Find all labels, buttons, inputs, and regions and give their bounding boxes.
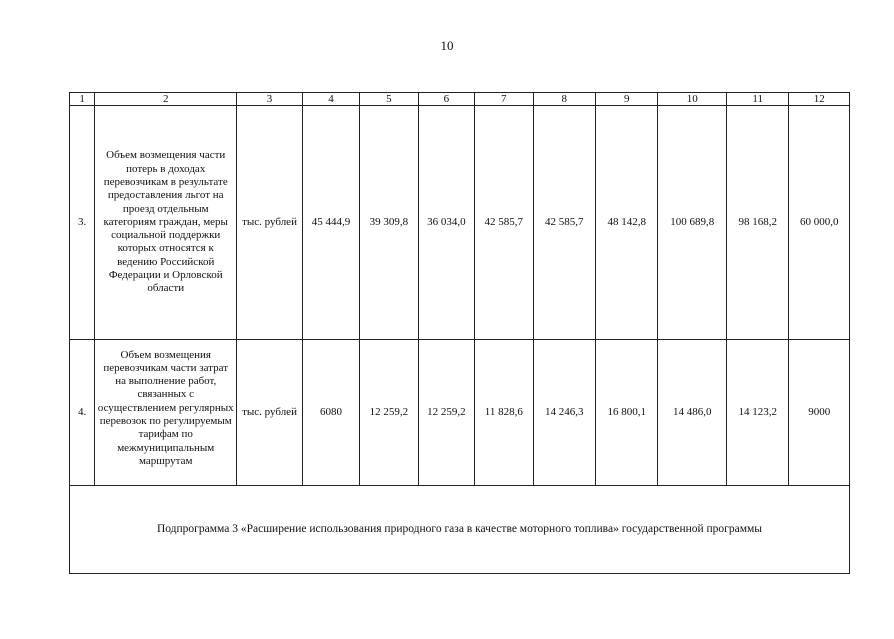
value-cell: 12 259,2 <box>418 340 474 486</box>
value-cell: 36 034,0 <box>418 106 474 340</box>
value-cell: 100 689,8 <box>658 106 727 340</box>
table-row <box>70 106 850 340</box>
program-indicators-table <box>69 92 850 574</box>
value-cell: 14 123,2 <box>726 340 788 486</box>
indicator-description-cell <box>95 340 237 486</box>
column-number: 12 <box>789 93 850 106</box>
column-number: 8 <box>533 93 595 106</box>
value-cell: 42 585,7 <box>533 106 595 340</box>
column-number: 3 <box>237 93 303 106</box>
indicator-description: Объем возмещения части потерь в доходах перевозчикам в результате предоставления льгот на проезд отдельным категориям граждан, меры социальной поддержки которых относятся к ведению Российской Федерации и Орловской области <box>95 106 237 340</box>
column-number: 9 <box>595 93 657 106</box>
column-number: 10 <box>658 93 727 106</box>
value-cell: 6080 <box>302 340 359 486</box>
value-cell: 60 000,0 <box>789 106 850 340</box>
page-number: 10 <box>440 38 454 53</box>
column-number: 11 <box>726 93 788 106</box>
value-cell: 16 800,1 <box>595 340 657 486</box>
unit-of-measure: тыс. рублей <box>237 106 303 340</box>
indicator-description: Объем возмещения перевозчикам части затрат на выполнение работ, связанных с осуществлением регулярных перевозок по регулируемым тарифам по межмуниципальным маршрутам <box>97 348 234 467</box>
column-number: 2 <box>95 93 237 106</box>
row-index: 4. <box>70 340 95 486</box>
table-row <box>70 340 850 486</box>
value-cell: 12 259,2 <box>360 340 418 486</box>
column-number: 4 <box>302 93 359 106</box>
value-cell: 39 309,8 <box>360 106 418 340</box>
row-index: 3. <box>70 106 95 340</box>
column-number: 5 <box>360 93 418 106</box>
subprogram-row <box>70 486 850 574</box>
value-cell: 98 168,2 <box>726 106 788 340</box>
subprogram-title: Подпрограмма 3 «Расширение использования природного газа в качестве моторного топлива» государственной программы <box>70 486 850 574</box>
unit-of-measure: тыс. рублей <box>237 340 303 486</box>
value-cell: 48 142,8 <box>595 106 657 340</box>
value-cell: 45 444,9 <box>302 106 359 340</box>
column-number: 6 <box>418 93 474 106</box>
column-number: 1 <box>70 93 95 106</box>
value-cell: 14 246,3 <box>533 340 595 486</box>
value-cell: 14 486,0 <box>658 340 727 486</box>
column-number: 7 <box>475 93 533 106</box>
value-cell: 9000 <box>789 340 850 486</box>
column-number-row <box>70 93 850 106</box>
value-cell: 42 585,7 <box>475 106 533 340</box>
value-cell: 11 828,6 <box>475 340 533 486</box>
